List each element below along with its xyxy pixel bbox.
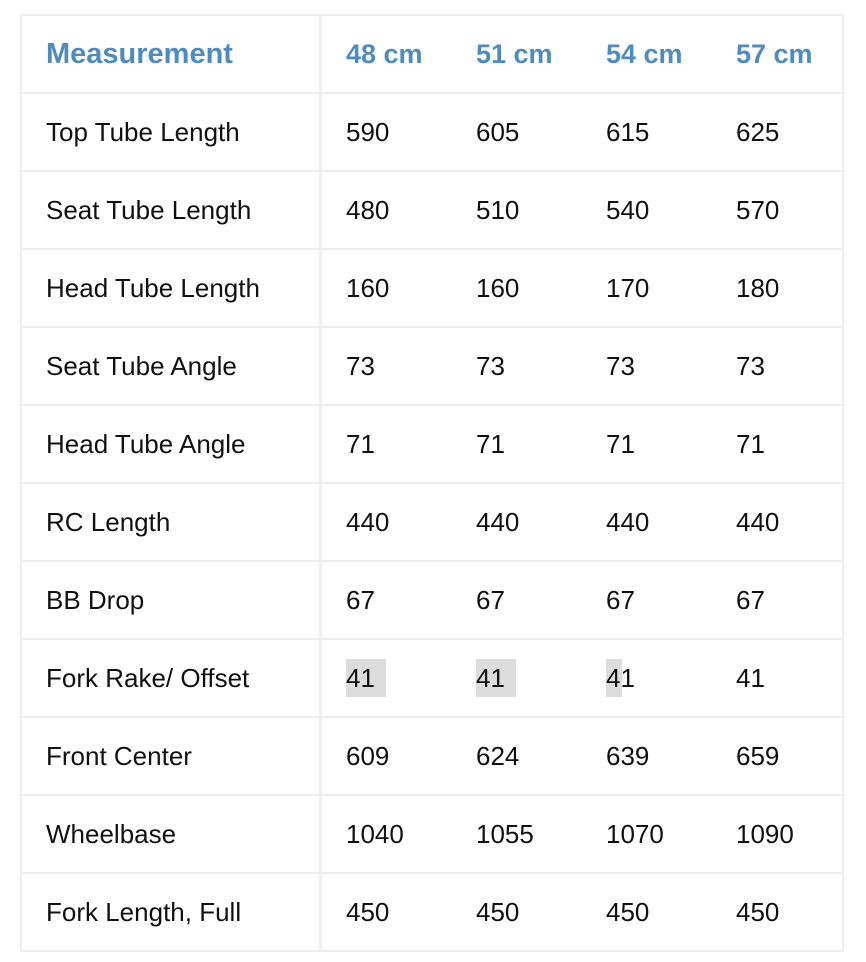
row-value: 1040 xyxy=(346,818,404,849)
row-value: 73 xyxy=(606,350,635,381)
row-value: 160 xyxy=(476,272,520,303)
row-value: 440 xyxy=(606,506,650,537)
row-value: 570 xyxy=(736,194,780,225)
row-value: 73 xyxy=(346,350,375,381)
row-value: 73 xyxy=(736,350,765,381)
row-value: 71 xyxy=(346,428,375,459)
row-value: 450 xyxy=(476,896,520,927)
row-value: 450 xyxy=(346,896,390,927)
row-value: 160 xyxy=(346,272,390,303)
row-value: 480 xyxy=(346,194,390,225)
row-value: 605 xyxy=(476,116,520,147)
row-value: 624 xyxy=(476,740,520,771)
row-value: 440 xyxy=(346,506,390,537)
row-value: 659 xyxy=(736,740,780,771)
table-row xyxy=(22,92,842,170)
row-value: 41 xyxy=(736,662,765,693)
row-value: 67 xyxy=(346,584,375,615)
table-row xyxy=(22,248,842,326)
row-value: 71 xyxy=(736,428,765,459)
row-label: BB Drop xyxy=(22,562,322,638)
row-value: 71 xyxy=(606,428,635,459)
row-label: Front Center xyxy=(22,718,322,794)
row-value: 1055 xyxy=(476,818,534,849)
row-value: 1070 xyxy=(606,818,664,849)
row-value: 67 xyxy=(736,584,765,615)
row-value: 590 xyxy=(346,116,390,147)
table-row xyxy=(22,794,842,872)
row-value: 450 xyxy=(736,896,780,927)
row-value: 71 xyxy=(476,428,505,459)
row-value: 1090 xyxy=(736,818,794,849)
row-value-text: 41 xyxy=(476,662,505,693)
header-size-54: 54 cm xyxy=(606,38,683,69)
row-value-selected xyxy=(452,640,582,716)
row-value: 440 xyxy=(476,506,520,537)
row-label: Wheelbase xyxy=(22,796,322,872)
row-value: 609 xyxy=(346,740,390,771)
table-row xyxy=(22,716,842,794)
row-value-text: 41 xyxy=(346,662,375,693)
row-label: Head Tube Length xyxy=(22,250,322,326)
table-row xyxy=(22,404,842,482)
row-value: 67 xyxy=(476,584,505,615)
header-size-48: 48 cm xyxy=(346,38,423,69)
row-value: 625 xyxy=(736,116,780,147)
row-value: 170 xyxy=(606,272,650,303)
table-row xyxy=(22,326,842,404)
row-value: 639 xyxy=(606,740,650,771)
table-row xyxy=(22,170,842,248)
table-row xyxy=(22,482,842,560)
table-row xyxy=(22,872,842,950)
table-row xyxy=(22,638,842,716)
row-label: Seat Tube Length xyxy=(22,172,322,248)
row-value: 450 xyxy=(606,896,650,927)
row-label: Seat Tube Angle xyxy=(22,328,322,404)
table-header-row xyxy=(22,16,842,92)
row-value: 180 xyxy=(736,272,780,303)
header-measurement: Measurement xyxy=(22,16,322,92)
row-value-selected xyxy=(322,640,452,716)
row-value: 440 xyxy=(736,506,780,537)
row-value-text: 41 xyxy=(606,662,635,693)
row-label: Head Tube Angle xyxy=(22,406,322,482)
table-row xyxy=(22,560,842,638)
geometry-table xyxy=(20,14,844,952)
row-value-selected xyxy=(582,640,712,716)
row-label: Top Tube Length xyxy=(22,94,322,170)
row-label: Fork Rake/ Offset xyxy=(22,640,322,716)
header-size-57: 57 cm xyxy=(736,38,813,69)
row-value: 73 xyxy=(476,350,505,381)
header-size-51: 51 cm xyxy=(476,38,553,69)
row-label: Fork Length, Full xyxy=(22,874,322,950)
row-value: 67 xyxy=(606,584,635,615)
row-label: RC Length xyxy=(22,484,322,560)
row-value: 615 xyxy=(606,116,650,147)
row-value: 540 xyxy=(606,194,650,225)
row-value: 510 xyxy=(476,194,520,225)
